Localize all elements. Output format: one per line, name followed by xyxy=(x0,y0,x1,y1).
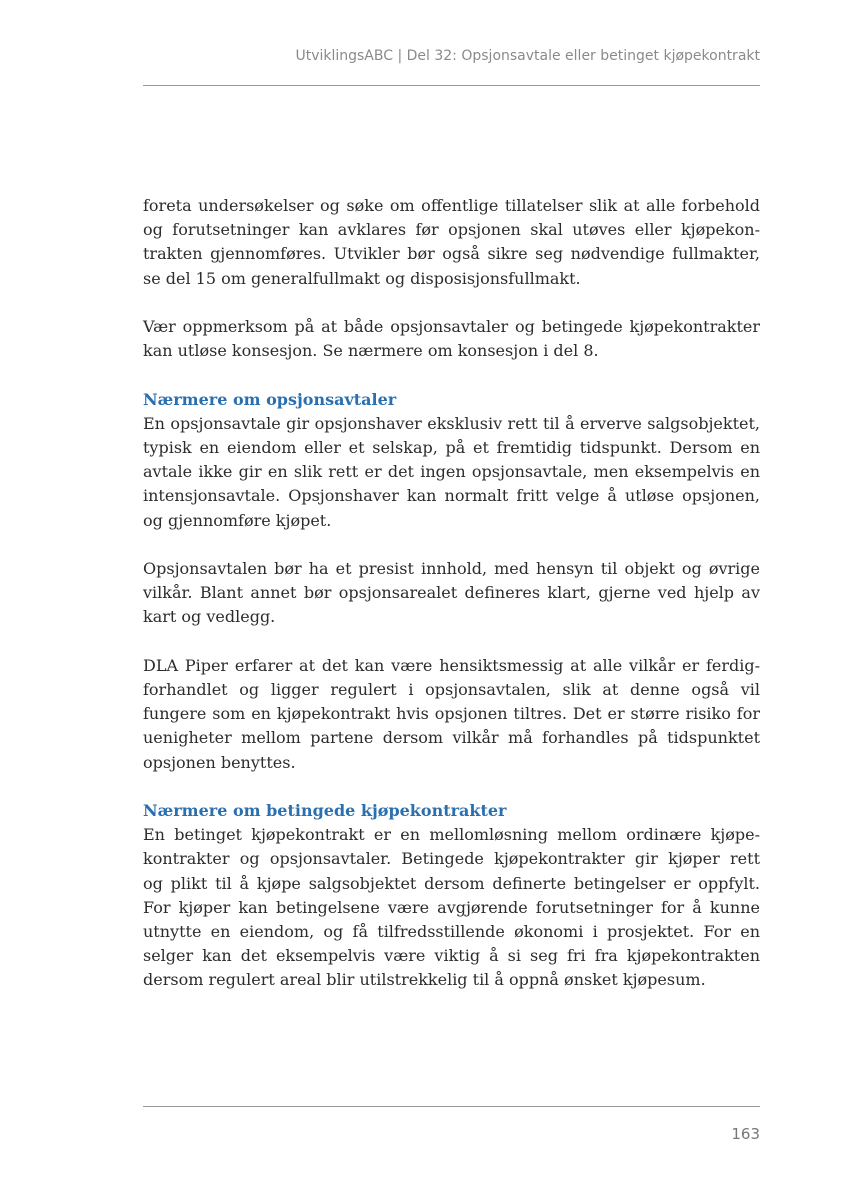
running-header: UtviklingsABC | Del 32: Opsjonsavtale eller betinget kjøpekontrakt xyxy=(295,48,760,64)
text-line: intensjonsavtale. Opsjonshaver kan normalt fritt velge å utløse opsjonen, xyxy=(143,486,760,506)
text-line: og forutsetninger kan avklares før opsjonen skal utøves eller kjøpekon- xyxy=(143,220,760,240)
paragraph xyxy=(143,557,760,630)
text-line: dersom regulert areal blir utilstrekkelig til å oppnå ønsket kjøpesum. xyxy=(143,970,706,990)
text-line: opsjonen benyttes. xyxy=(143,752,296,772)
text-line: vilkår. Blant annet bør opsjonsarealet defineres klart, gjerne ved hjelp av xyxy=(143,583,760,603)
page-number: 163 xyxy=(731,1125,760,1143)
text-line: forhandlet og ligger regulert i opsjonsavtalen, slik at denne også vil xyxy=(143,680,760,699)
text-line: og plikt til å kjøpe salgsobjektet dersom definerte betingelser er oppfylt. xyxy=(143,873,760,893)
text-line: kontrakter og opsjonsavtaler. Betingede kjøpekontrakter gir kjøper rett xyxy=(143,849,760,869)
footer-divider xyxy=(143,1106,760,1107)
text-line: DLA Piper erfarer at det kan være hensiktsmessig at alle vilkår er ferdig- xyxy=(143,655,760,675)
text-line: kart og vedlegg. xyxy=(143,607,276,627)
text-line: trakten gjennomføres. Utvikler bør også sikre seg nødvendige fullmakter, xyxy=(143,244,760,264)
text-line: En betinget kjøpekontrakt er en mellomløsning mellom ordinære kjøpe- xyxy=(143,825,760,845)
text-line: se del 15 om generalfullmakt og disposisjonsfullmakt. xyxy=(143,268,581,288)
paragraph xyxy=(143,823,760,992)
text-line: fungere som en kjøpekontrakt hvis opsjonen tiltres. Det er større risiko for xyxy=(143,704,760,724)
text-line: For kjøper kan betingelsene være avgjørende forutsetninger for å kunne xyxy=(143,897,760,917)
text-line: foreta undersøkelser og søke om offentlige tillatelser slik at alle forbehold xyxy=(143,196,760,215)
section-heading: Nærmere om betingede kjøpekontrakter xyxy=(143,801,507,820)
body-text xyxy=(143,194,760,1017)
paragraph xyxy=(143,315,760,363)
paragraph xyxy=(143,654,760,775)
paragraph xyxy=(143,412,760,533)
paragraph xyxy=(143,194,760,291)
text-line: uenigheter mellom partene dersom vilkår må forhandles på tidspunktet xyxy=(143,728,760,748)
text-line: Opsjonsavtalen bør ha et presist innhold, med hensyn til objekt og øvrige xyxy=(143,559,760,578)
text-line: En opsjonsavtale gir opsjonshaver eksklusiv rett til å erverve salgsobjektet, xyxy=(143,413,760,433)
text-line: avtale ikke gir en slik rett er det ingen opsjonsavtale, men eksempelvis en xyxy=(143,462,760,482)
text-line: typisk en eiendom eller et selskap, på et fremtidig tidspunkt. Dersom en xyxy=(143,438,760,457)
text-line: Vær oppmerksom på at både opsjonsavtaler og betingede kjøpekontrakter xyxy=(143,317,760,336)
text-line: utnytte en eiendom, og få tilfredsstillende økonomi i prosjektet. For en xyxy=(143,922,760,942)
section-heading: Nærmere om opsjonsavtaler xyxy=(143,389,397,409)
header-divider xyxy=(143,85,760,86)
text-line: og gjennomføre kjøpet. xyxy=(143,510,332,530)
text-line: selger kan det eksempelvis være viktig å si seg fri fra kjøpekontrakten xyxy=(143,946,760,966)
text-line: kan utløse konsesjon. Se nærmere om konsesjon i del 8. xyxy=(143,341,599,361)
